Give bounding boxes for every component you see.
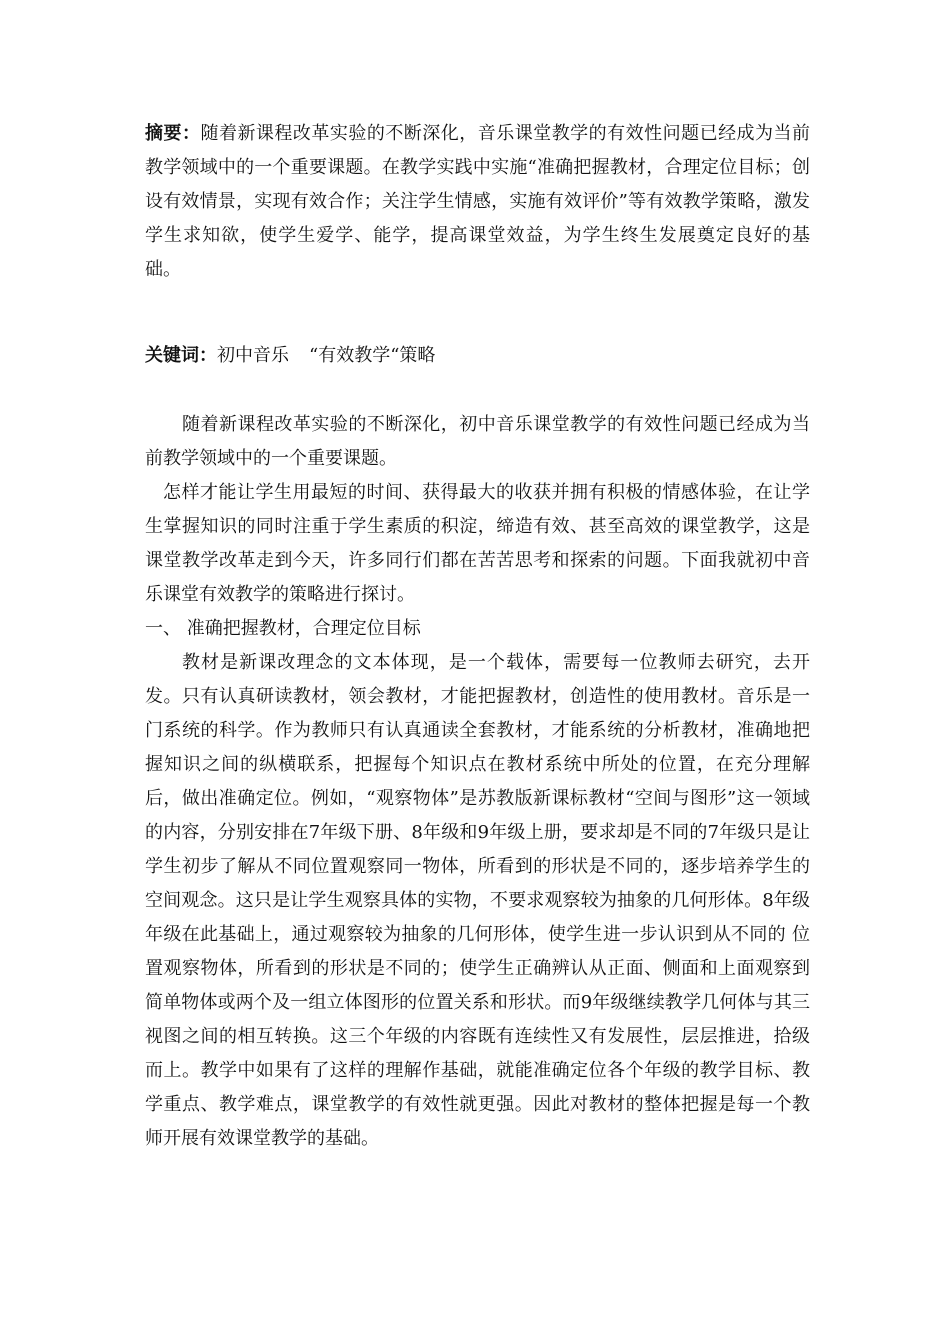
body-section: [145, 408, 810, 1156]
keywords-label: 关键词：: [145, 345, 217, 366]
keyword-item: 初中音乐: [217, 345, 289, 366]
body-paragraph: 怎样才能让学生用最短的时间、获得最大的收获并拥有积极的情感体验，在让学生掌握知识的同时注重于学生素质的积淀，缔造有效、甚至高效的课堂教学，这是课堂教学改革走到今天，许多同行们都在苦苦思考和探索的问题。下面我就初中音乐课堂有效教学的策略进行探讨。: [145, 482, 810, 605]
body-paragraph: 教材是新课改理念的文本体现，是一个载体，需要每一位教师去研究，去开发。只有认真研读教材，领会教材，才能把握教材，创造性的使用教材。音乐是一门系统的科学。作为教师只有认真通读全套教材，才能系统的分析教材，准确地把握知识之间的纵横联系，把握每个知识点在教材系统中所处的位置，在充分理解后，做出准确定位。例如，“观察物体”是苏教版新课标教材“空间与图形”这一领域的内容，分别安排在7年级下册、8年级和9年级上册，要求却是不同的7年级只是让学生初步了解从不同位置观察同一物体，所看到的形状是不同的，逐步培养学生的空间观念。这只是让学生观察具体的实物，不要求观察较为抽象的几何形体。8年级年级在此基础上，通过观察较为抽象的几何形体，使学生进一步认识到从不同的 位置观察物体，所看到的形状是不同的；使学生正确辨认从正面、侧面和上面观察到简单物体或两个及一组立体图形的位置关系和形状。而9年级继续教学几何体与其三视图之间的相互转换。这三个年级的内容既有连续性又有发展性，层层推进，拾级而上。教学中如果有了这样的理解作基础，就能准确定位各个年级的教学目标、教学重点、教学难点，课堂教学的有效性就更强。因此对教材的整体把握是每一个教师开展有效课堂教学的基础。: [145, 652, 810, 1149]
abstract-label: 摘要：: [145, 123, 201, 144]
section-heading: 一、 准确把握教材，合理定位目标: [145, 618, 421, 639]
keyword-item: “有效教学“策略: [309, 345, 436, 366]
keywords-section: [145, 339, 810, 373]
abstract-text: 随着新课程改革实验的不断深化，音乐课堂教学的有效性问题已经成为当前教学领域中的一个重要课题。在教学实践中实施“准确把握教材，合理定位目标；创设有效情景，实现有效合作；关注学生情感，实施有效评价”等有效教学策略，激发学生求知欲，使学生爱学、能学，提高课堂效益，为学生终生发展奠定良好的基础。: [145, 123, 811, 280]
abstract-section: [145, 117, 810, 287]
body-paragraph: 随着新课程改革实验的不断深化，初中音乐课堂教学的有效性问题已经成为当前教学领域中的一个重要课题。: [145, 414, 810, 469]
